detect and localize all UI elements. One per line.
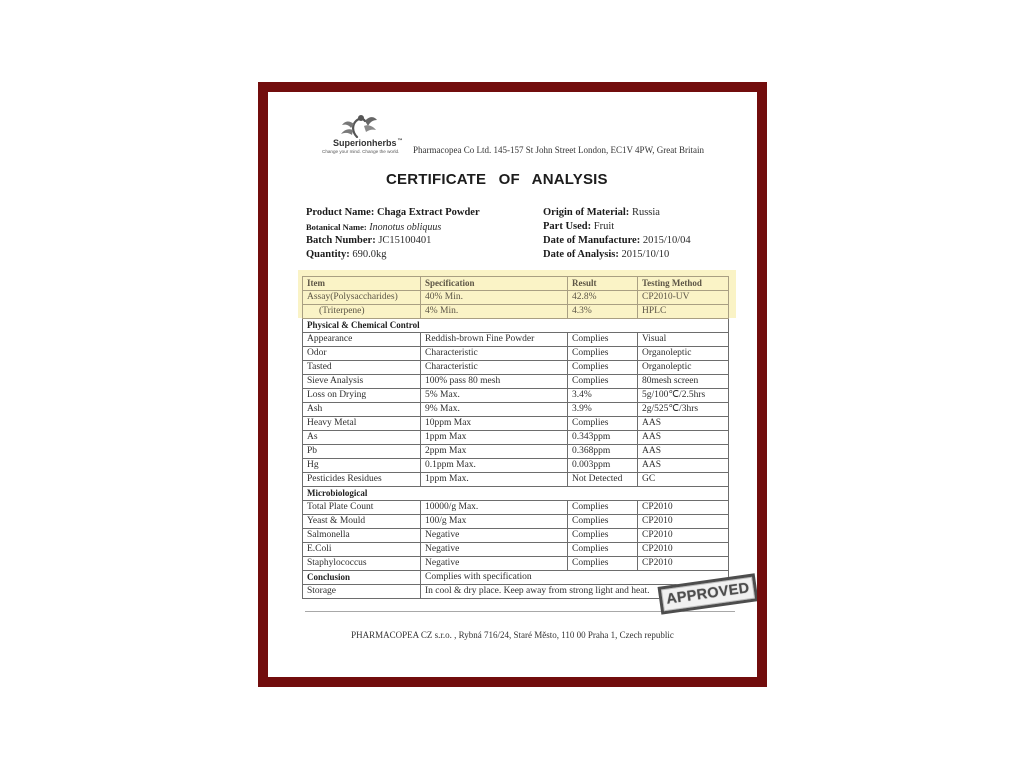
table-row bbox=[303, 515, 729, 529]
certificate-document bbox=[268, 92, 757, 677]
table-row bbox=[303, 333, 729, 347]
cell-testing-method: Organoleptic bbox=[638, 347, 729, 361]
header-item: Item bbox=[303, 277, 421, 291]
product-info-right bbox=[543, 206, 691, 262]
section-label: Physical & Chemical Control bbox=[303, 319, 729, 333]
cell-result: 0.343ppm bbox=[568, 431, 638, 445]
cell-testing-method: CP2010 bbox=[638, 501, 729, 515]
conclusion-value: Complies with specification bbox=[421, 571, 729, 585]
cell-result: Complies bbox=[568, 557, 638, 571]
cell-testing-method: CP2010 bbox=[638, 529, 729, 543]
cell-testing-method: GC bbox=[638, 473, 729, 487]
part-used-row bbox=[543, 220, 691, 234]
herb-figure-icon bbox=[339, 112, 379, 138]
table-row bbox=[303, 459, 729, 473]
brand-tagline: Change your mind. Change the world. bbox=[322, 149, 400, 154]
table-row bbox=[303, 557, 729, 571]
cell-item: Appearance bbox=[303, 333, 421, 347]
cell-item: Pb bbox=[303, 445, 421, 459]
cell-testing-method: AAS bbox=[638, 445, 729, 459]
cell-result: 4.3% bbox=[568, 305, 638, 319]
cell-testing-method: CP2010 bbox=[638, 557, 729, 571]
header-result: Result bbox=[568, 277, 638, 291]
cell-specification: Characteristic bbox=[421, 347, 568, 361]
footer-address: PHARMACOPEA CZ s.r.o. , Rybná 716/24, Staré Město, 110 00 Praha 1, Czech republic bbox=[351, 630, 674, 640]
cell-result: Complies bbox=[568, 529, 638, 543]
table-row bbox=[303, 375, 729, 389]
analysis-date-value: 2015/10/10 bbox=[621, 249, 670, 260]
cell-item: Pesticides Residues bbox=[303, 473, 421, 487]
cell-specification: Negative bbox=[421, 557, 568, 571]
cell-result: Complies bbox=[568, 417, 638, 431]
cell-item: Odor bbox=[303, 347, 421, 361]
document-title: CERTIFICATE OF ANALYSIS bbox=[386, 171, 608, 188]
conclusion-row bbox=[303, 571, 729, 585]
cell-item: Hg bbox=[303, 459, 421, 473]
trademark-symbol: ™ bbox=[397, 138, 403, 144]
table-row bbox=[303, 473, 729, 487]
header-testing-method: Testing Method bbox=[638, 277, 729, 291]
brand-name bbox=[333, 138, 403, 149]
cell-testing-method: 80mesh screen bbox=[638, 375, 729, 389]
analysis-date-row bbox=[543, 248, 691, 262]
origin-value: Russia bbox=[631, 207, 660, 218]
cell-testing-method: AAS bbox=[638, 417, 729, 431]
cell-item: Yeast & Mould bbox=[303, 515, 421, 529]
cell-testing-method: AAS bbox=[638, 431, 729, 445]
table-row bbox=[303, 543, 729, 557]
cell-result: 0.003ppm bbox=[568, 459, 638, 473]
cell-testing-method: HPLC bbox=[638, 305, 729, 319]
product-name-row bbox=[306, 206, 480, 220]
quantity-value: 690.0kg bbox=[352, 249, 387, 260]
stamp-text: APPROVED bbox=[665, 580, 751, 608]
company-address-line: Pharmacopea Co Ltd. 145-157 St John Street London, EC1V 4PW, Great Britain bbox=[413, 145, 704, 155]
table-header-row bbox=[303, 277, 729, 291]
table-row bbox=[303, 417, 729, 431]
table-row bbox=[303, 305, 729, 319]
cell-specification: 100/g Max bbox=[421, 515, 568, 529]
cell-specification: 9% Max. bbox=[421, 403, 568, 417]
cell-item: Total Plate Count bbox=[303, 501, 421, 515]
cell-result: 42.8% bbox=[568, 291, 638, 305]
botanical-name-value: Inonotus obliquus bbox=[369, 222, 442, 233]
cell-testing-method: 5g/100℃/2.5hrs bbox=[638, 389, 729, 403]
cell-result: Not Detected bbox=[568, 473, 638, 487]
cell-item: E.Coli bbox=[303, 543, 421, 557]
cell-specification: 10ppm Max bbox=[421, 417, 568, 431]
cell-specification: 1ppm Max bbox=[421, 431, 568, 445]
cell-specification: 40% Min. bbox=[421, 291, 568, 305]
storage-label: Storage bbox=[303, 585, 421, 599]
cell-result: 3.9% bbox=[568, 403, 638, 417]
brand-name-text: Superionherbs bbox=[333, 138, 397, 148]
cell-testing-method: 2g/525℃/3hrs bbox=[638, 403, 729, 417]
cell-specification: Characteristic bbox=[421, 361, 568, 375]
cell-specification: 1ppm Max. bbox=[421, 473, 568, 487]
cell-testing-method: Organoleptic bbox=[638, 361, 729, 375]
cell-item: Salmonella bbox=[303, 529, 421, 543]
cell-result: Complies bbox=[568, 501, 638, 515]
cell-item: Assay(Polysaccharides) bbox=[303, 291, 421, 305]
origin-row bbox=[543, 206, 691, 220]
cell-result: Complies bbox=[568, 347, 638, 361]
storage-value: In cool & dry place. Keep away from strong light and heat. bbox=[421, 585, 729, 599]
cell-item: Heavy Metal bbox=[303, 417, 421, 431]
header-specification: Specification bbox=[421, 277, 568, 291]
cell-specification: 0.1ppm Max. bbox=[421, 459, 568, 473]
cell-testing-method: CP2010 bbox=[638, 515, 729, 529]
cell-item: Ash bbox=[303, 403, 421, 417]
manufacture-date-row bbox=[543, 234, 691, 248]
batch-number-label: Batch Number: bbox=[306, 235, 376, 246]
section-label: Microbiological bbox=[303, 487, 729, 501]
cell-item: Loss on Drying bbox=[303, 389, 421, 403]
cell-specification: 100% pass 80 mesh bbox=[421, 375, 568, 389]
manufacture-date-label: Date of Manufacture: bbox=[543, 235, 641, 246]
part-used-label: Part Used: bbox=[543, 221, 592, 232]
product-name-label: Product Name: bbox=[306, 207, 375, 218]
quantity-row bbox=[306, 248, 480, 262]
cell-testing-method: CP2010 bbox=[638, 543, 729, 557]
cell-result: 3.4% bbox=[568, 389, 638, 403]
cell-specification: 5% Max. bbox=[421, 389, 568, 403]
cell-item: Sieve Analysis bbox=[303, 375, 421, 389]
origin-label: Origin of Material: bbox=[543, 207, 630, 218]
cell-item: Staphylococcus bbox=[303, 557, 421, 571]
table-row bbox=[303, 389, 729, 403]
table-row bbox=[303, 347, 729, 361]
table-row bbox=[303, 529, 729, 543]
analysis-date-label: Date of Analysis: bbox=[543, 249, 619, 260]
table-row bbox=[303, 431, 729, 445]
cell-testing-method: Visual bbox=[638, 333, 729, 347]
cell-item: (Triterpene) bbox=[303, 305, 421, 319]
product-info-left bbox=[306, 206, 480, 262]
quantity-label: Quantity: bbox=[306, 249, 350, 260]
cell-item: As bbox=[303, 431, 421, 445]
table-row bbox=[303, 445, 729, 459]
cell-specification: Negative bbox=[421, 543, 568, 557]
cell-item: Tasted bbox=[303, 361, 421, 375]
cell-specification: 10000/g Max. bbox=[421, 501, 568, 515]
section-row bbox=[303, 487, 729, 501]
cell-testing-method: CP2010-UV bbox=[638, 291, 729, 305]
product-name-value: Chaga Extract Powder bbox=[376, 207, 480, 218]
cell-result: Complies bbox=[568, 543, 638, 557]
table-row bbox=[303, 403, 729, 417]
cell-result: 0.368ppm bbox=[568, 445, 638, 459]
cell-specification: 2ppm Max bbox=[421, 445, 568, 459]
table-row bbox=[303, 361, 729, 375]
cell-result: Complies bbox=[568, 375, 638, 389]
botanical-name-label: Botanical Name: bbox=[306, 222, 367, 232]
table-row bbox=[303, 291, 729, 305]
batch-number-row bbox=[306, 234, 480, 248]
conclusion-label: Conclusion bbox=[303, 571, 421, 585]
manufacture-date-value: 2015/10/04 bbox=[642, 235, 691, 246]
botanical-name-row bbox=[306, 220, 480, 234]
cell-result: Complies bbox=[568, 361, 638, 375]
batch-number-value: JC15100401 bbox=[378, 235, 432, 246]
cell-result: Complies bbox=[568, 515, 638, 529]
cell-specification: Negative bbox=[421, 529, 568, 543]
cell-result: Complies bbox=[568, 333, 638, 347]
part-used-value: Fruit bbox=[593, 221, 615, 232]
cell-testing-method: AAS bbox=[638, 459, 729, 473]
analysis-table bbox=[302, 276, 729, 599]
section-row bbox=[303, 319, 729, 333]
cell-specification: Reddish-brown Fine Powder bbox=[421, 333, 568, 347]
table-row bbox=[303, 501, 729, 515]
maroon-frame bbox=[258, 82, 767, 687]
cell-specification: 4% Min. bbox=[421, 305, 568, 319]
